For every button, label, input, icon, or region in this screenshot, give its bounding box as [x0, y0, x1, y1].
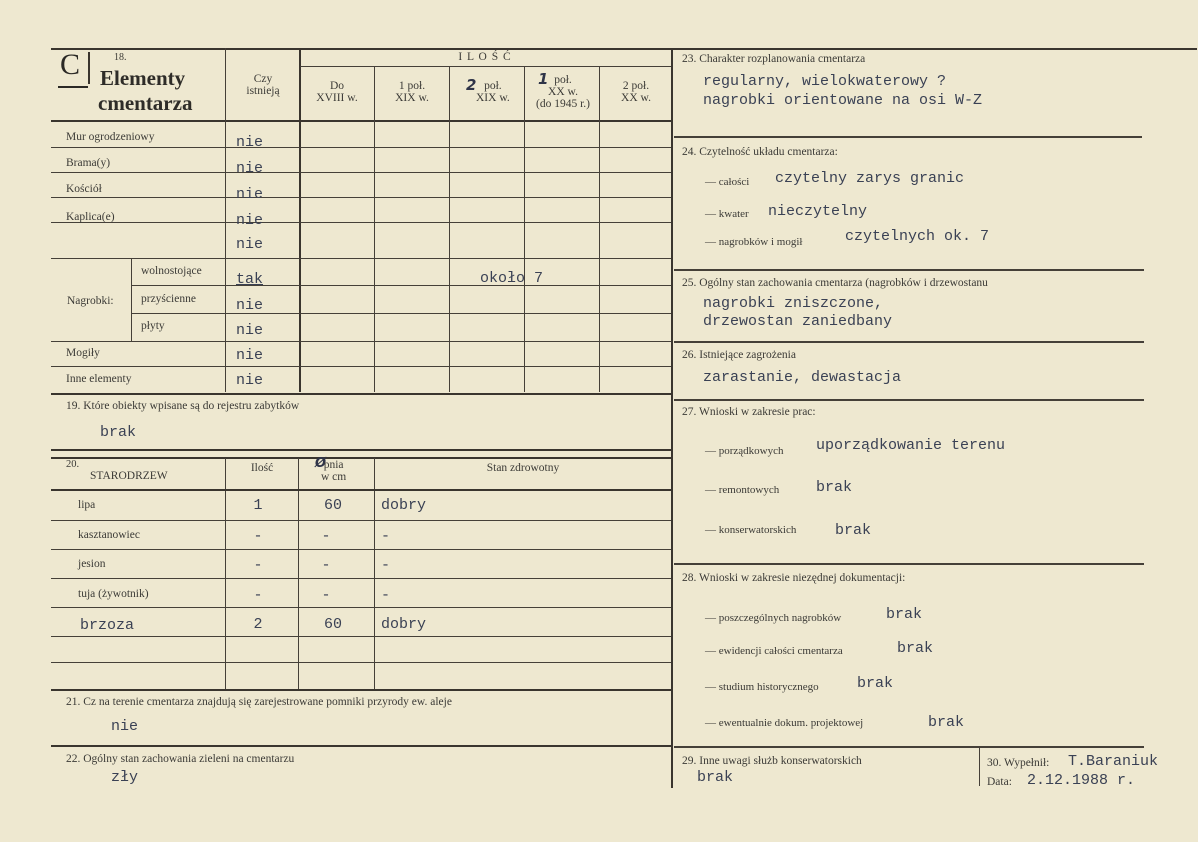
q24-item-label: — nagrobków i mogił: [705, 236, 803, 248]
q28-item-label: — ewidencji całości cmentarza: [705, 645, 843, 657]
tree-diam: -: [321, 528, 331, 545]
tree-col: [298, 458, 299, 689]
tree-count: -: [253, 557, 263, 574]
period-header-4: poł. XX w. (do 1945 r.): [536, 74, 590, 110]
q29-value: brak: [697, 769, 734, 786]
tree-health: dobry: [381, 616, 427, 633]
tree-name: kasztanowiec: [78, 529, 140, 541]
q20-number: 20.: [66, 459, 80, 470]
tree-diam: -: [321, 587, 331, 604]
row-exists: nie: [236, 134, 264, 151]
tree-count: 1: [253, 497, 263, 514]
q27-label: 27. Wnioski w zakresie prac:: [682, 406, 816, 418]
right-rule: [674, 563, 1144, 565]
row-line: [51, 197, 671, 198]
q22-label: 22. Ogólny stan zachowania zieleni na cmentarzu: [66, 753, 295, 765]
q24-label: 24. Czytelność układu cmentarza:: [682, 146, 838, 158]
center-divider: [671, 48, 673, 788]
nagrobki-exists: nie: [236, 297, 264, 314]
row-label: Mur ogrodzeniowy: [66, 131, 155, 143]
period-header-1: Do XVIII w.: [316, 80, 358, 104]
q25-label: 25. Ogólny stan zachowania cmentarza (nagrobków i drzewostanu: [682, 277, 988, 289]
period-header-5: 2 poł. XX w.: [621, 80, 651, 104]
rule-before-q19: [51, 393, 671, 395]
rule-before-q21: [51, 689, 671, 691]
q22-value: zły: [111, 769, 139, 786]
q29-label: 29. Inne uwagi służb konserwatorskich: [682, 755, 862, 767]
nagrobki-count: około 7: [480, 270, 544, 287]
q30-date-value: 2.12.1988 r.: [1027, 772, 1136, 789]
tree-name: tuja (żywotnik): [78, 588, 149, 600]
tree-row-line: [51, 662, 671, 663]
right-rule: [674, 136, 1142, 138]
q28-item-label: — poszczególnych nagrobków: [705, 612, 842, 624]
q20-title: STARODRZEW: [90, 470, 168, 482]
row-line: [131, 313, 671, 314]
q23-line1: regularny, wielokwaterowy ?: [703, 73, 947, 90]
q28-item-value: brak: [897, 640, 934, 657]
section-title-1: Elementy: [100, 66, 186, 90]
right-rule: [674, 269, 1144, 271]
section-letter-bar: [88, 52, 90, 84]
ilosc-underline: [300, 66, 671, 67]
nagrobki-label: Nagrobki:: [67, 295, 114, 307]
q20-col-count: Ilość: [250, 462, 274, 474]
period-mark-3: 2: [466, 76, 477, 94]
row-label: Mogiły: [66, 347, 100, 359]
q24-item-value: nieczytelny: [768, 203, 868, 220]
row-line: [51, 222, 671, 223]
row-line: [51, 341, 671, 342]
q27-item-label: — remontowych: [705, 484, 780, 496]
col-divider-1: [374, 66, 375, 392]
nagrobki-exists: nie: [236, 322, 264, 339]
tree-name: jesion: [78, 558, 106, 570]
tree-diam: 60: [323, 497, 342, 514]
q20-col-diam-sym: Ø: [315, 456, 327, 471]
col-divider-4: [599, 66, 600, 392]
tree-row-line: [51, 549, 671, 550]
tree-diam: 60: [323, 616, 342, 633]
tree-diam: -: [321, 557, 331, 574]
row-label: Kaplica(e): [66, 211, 115, 223]
row-line: [51, 172, 671, 173]
q27-item-label: — konserwatorskich: [705, 524, 797, 536]
q19-value: brak: [100, 424, 137, 441]
row-label: Kościół: [66, 183, 102, 195]
row-line: [51, 147, 671, 148]
nagrobki-type: przyścienne: [141, 293, 196, 305]
q23-line2: nagrobki orientowane na osi W-Z: [703, 92, 983, 109]
tree-row-line: [51, 520, 671, 521]
row-exists: nie: [236, 186, 264, 203]
row-label: Brama(y): [66, 157, 111, 169]
top-border: [51, 48, 1197, 50]
q30-filled-value: T.Baraniuk: [1068, 753, 1159, 770]
row-exists: nie: [236, 160, 264, 177]
tree-row-line: [51, 578, 671, 579]
q30-filled-label: 30. Wypełnił:: [987, 757, 1050, 769]
row-exists: nie: [236, 212, 264, 229]
section-number: 18.: [114, 52, 127, 63]
tree-header-rule: [51, 489, 671, 491]
header-bottom-rule: [51, 120, 671, 122]
row-line: [51, 366, 671, 367]
tree-row-line: [51, 607, 671, 608]
q28-item-value: brak: [886, 606, 923, 623]
q20-col-diam: pnia w cm: [321, 459, 347, 483]
q28-label: 28. Wnioski w zakresie niezędnej dokumentacji:: [682, 572, 906, 584]
rule-before-q22: [51, 745, 671, 747]
q30-date-label: Data:: [987, 776, 1012, 788]
col-divider-3: [524, 66, 525, 392]
tree-name: lipa: [78, 499, 96, 511]
nagrobki-divider: [131, 258, 132, 341]
tree-health: -: [381, 528, 391, 545]
tree-col: [374, 458, 375, 689]
col-divider-2: [449, 66, 450, 392]
q24-item-value: czytelny zarys granic: [775, 170, 965, 187]
row-exists: nie: [236, 236, 264, 253]
q21-label: 21. Cz na terenie cmentarza znajdują się zarejestrowane pomniki przyrody ew. aleje: [66, 696, 452, 708]
period-header-2: 1 poł. XIX w.: [395, 80, 429, 104]
period-mark-4: 1: [538, 70, 549, 88]
q21-value: nie: [111, 718, 139, 735]
nagrobki-type: wolnostojące: [141, 265, 202, 277]
row-line: [51, 258, 671, 259]
tree-row-line: [51, 636, 671, 637]
tree-health: dobry: [381, 497, 427, 514]
q28-item-label: — ewentualnie dokum. projektowej: [705, 717, 864, 729]
section-letter-underline: [58, 86, 88, 88]
q26-label: 26. Istniejące zagrożenia: [682, 349, 796, 361]
q25-line1: nagrobki zniszczone,: [703, 295, 884, 312]
col-exists-header: Czy istnieją: [246, 73, 280, 97]
q20-col-health: Stan zdrowotny: [486, 462, 560, 474]
section-letter: C: [60, 48, 81, 81]
nagrobki-exists: tak: [236, 271, 264, 288]
q23-label: 23. Charakter rozplanowania cmentarza: [682, 53, 866, 65]
q24-item-label: — całości: [705, 176, 750, 188]
tree-count: -: [253, 528, 263, 545]
q19-label: 19. Które obiekty wpisane są do rejestru zabytków: [66, 400, 300, 412]
q24-item-value: czytelnych ok. 7: [845, 228, 990, 245]
q27-item-label: — porządkowych: [705, 445, 784, 457]
ilosc-header: I L O Ś Ć: [458, 51, 512, 63]
nagrobki-type: płyty: [141, 320, 165, 332]
rule-before-q20-b: [51, 457, 671, 459]
q28-item-label: — studium historycznego: [705, 681, 819, 693]
right-rule: [674, 399, 1144, 401]
row-label: Inne elementy: [66, 373, 132, 385]
row-line: [131, 285, 671, 286]
tree-health: -: [381, 587, 391, 604]
tree-name: brzoza: [80, 617, 135, 634]
tree-count: -: [253, 587, 263, 604]
q28-item-value: brak: [928, 714, 965, 731]
q27-item-value: uporządkowanie terenu: [816, 437, 1006, 454]
section-title-2: cmentarza: [98, 91, 193, 115]
q24-item-label: — kwater: [705, 208, 749, 220]
right-rule: [674, 746, 1144, 748]
period-header-3: poł. XIX w.: [476, 80, 510, 104]
tree-health: -: [381, 557, 391, 574]
q28-item-value: brak: [857, 675, 894, 692]
rule-before-q20: [51, 449, 671, 451]
q26-value: zarastanie, dewastacja: [703, 369, 902, 386]
q27-item-value: brak: [835, 522, 872, 539]
q25-line2: drzewostan zaniedbany: [703, 313, 893, 330]
right-rule: [674, 341, 1144, 343]
q30-divider: [979, 748, 980, 786]
row-exists: nie: [236, 347, 264, 364]
q27-item-value: brak: [816, 479, 853, 496]
tree-count: 2: [253, 616, 263, 633]
row-exists: nie: [236, 372, 264, 389]
